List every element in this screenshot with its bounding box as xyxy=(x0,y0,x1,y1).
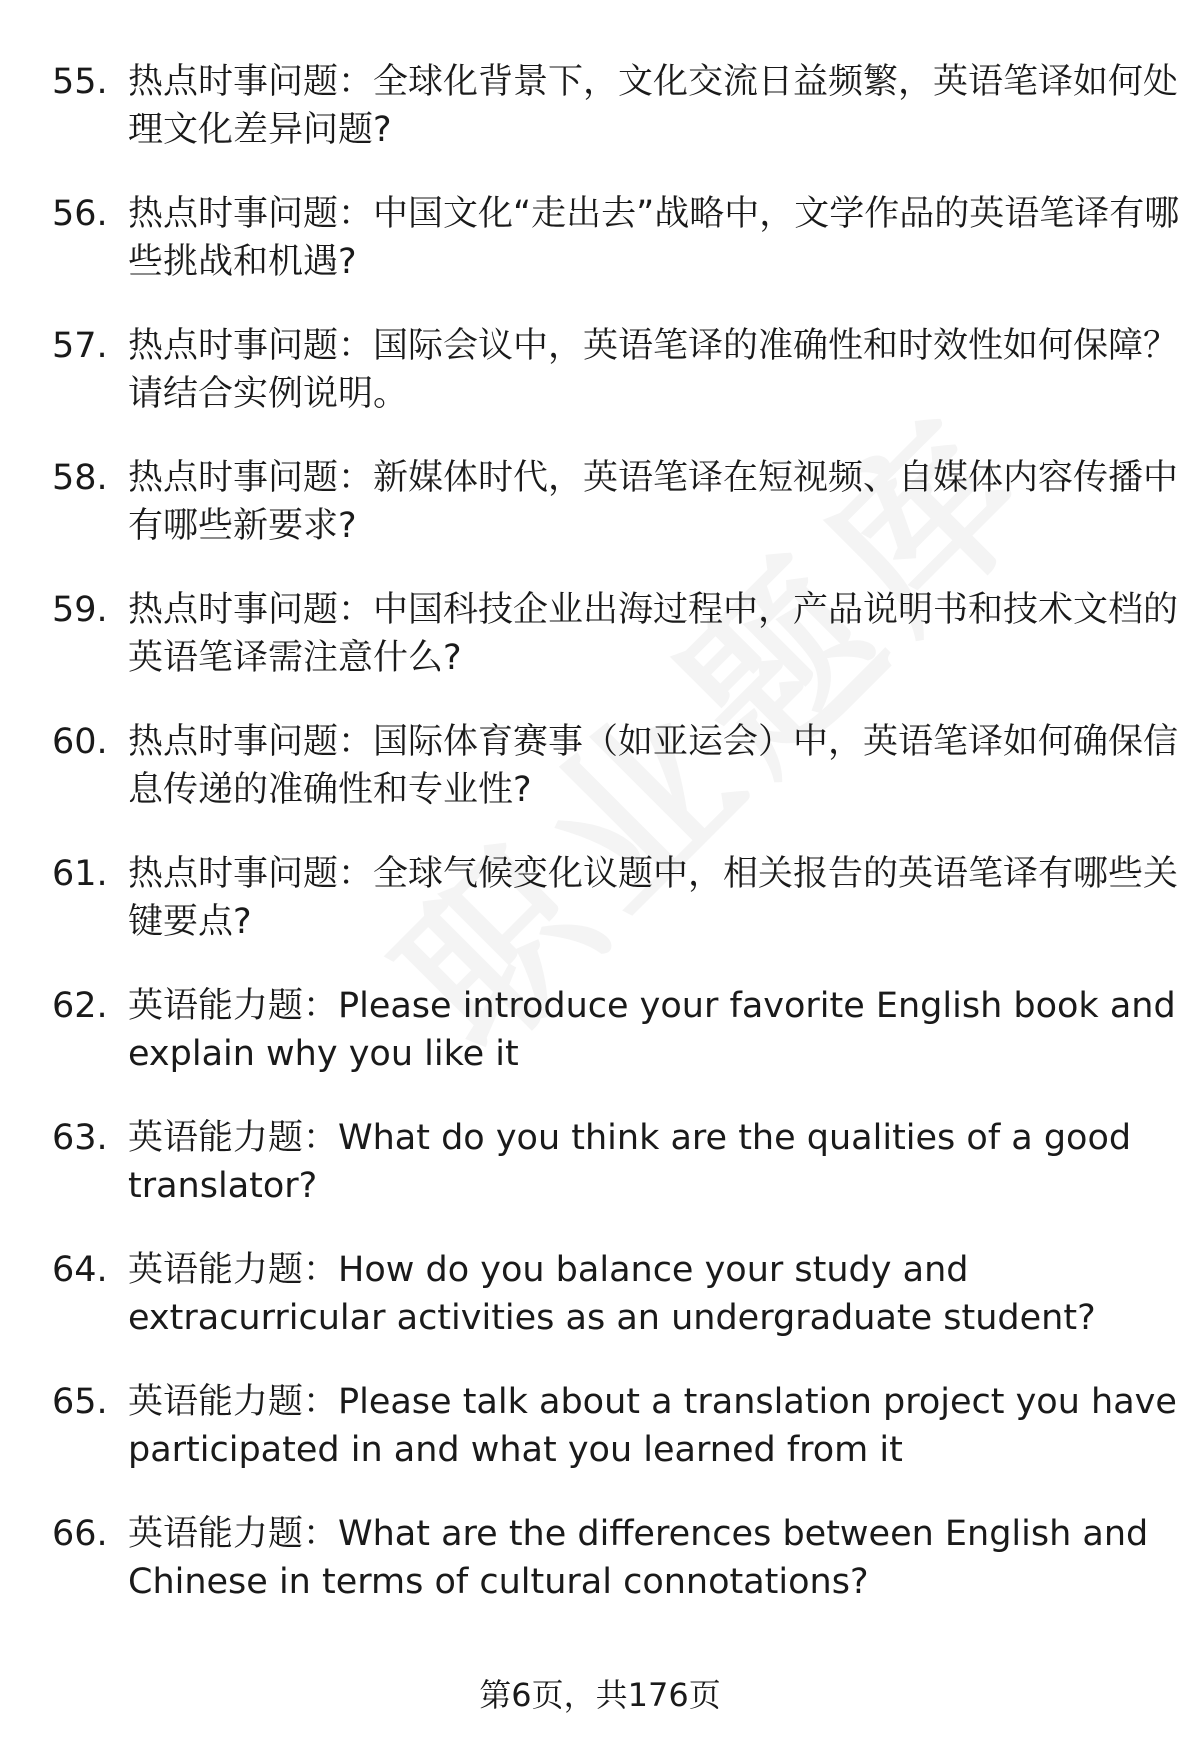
question-number: 66. xyxy=(52,1514,108,1554)
question-text: 英语能力题：Please talk about a translation project you have participated in and what you learned from it xyxy=(128,1382,1177,1470)
question-number: 62. xyxy=(52,986,108,1026)
question-text: 热点时事问题：国际会议中，英语笔译的准确性和时效性如何保障？请结合实例说明。 xyxy=(128,326,1179,414)
question-item xyxy=(52,1114,1142,1246)
question-text: 热点时事问题：国际体育赛事（如亚运会）中，英语笔译如何确保信息传递的准确性和专业性? xyxy=(128,722,1179,810)
question-number: 60. xyxy=(52,722,108,762)
question-number: 56. xyxy=(52,194,108,234)
question-text: 热点时事问题：全球气候变化议题中，相关报告的英语笔译有哪些关键要点? xyxy=(128,854,1179,942)
question-number: 58. xyxy=(52,458,108,498)
question-number: 61. xyxy=(52,854,108,894)
question-list xyxy=(52,58,1180,1642)
question-item xyxy=(52,1510,1149,1642)
question-item xyxy=(52,1378,1177,1510)
page-footer: 第6页，共176页 xyxy=(479,1676,721,1714)
question-item xyxy=(52,454,1179,586)
question-item xyxy=(52,190,1180,322)
question-number: 63. xyxy=(52,1118,108,1158)
question-item xyxy=(52,58,1179,190)
question-number: 64. xyxy=(52,1250,108,1290)
question-text: 热点时事问题：中国科技企业出海过程中，产品说明书和技术文档的英语笔译需注意什么? xyxy=(128,590,1179,678)
question-item xyxy=(52,982,1176,1114)
question-text: 英语能力题：How do you balance your study and extracurricular activities as an undergraduate student? xyxy=(128,1250,1096,1338)
question-item xyxy=(52,1246,1142,1378)
question-text: 热点时事问题：中国文化“走出去”战略中，文学作品的英语笔译有哪些挑战和机遇? xyxy=(128,194,1180,282)
question-item xyxy=(52,586,1179,718)
question-number: 59. xyxy=(52,590,108,630)
question-item xyxy=(52,718,1179,850)
question-text: 英语能力题：Please introduce your favorite English book and explain why you like it xyxy=(128,986,1176,1074)
question-item xyxy=(52,322,1179,454)
question-text: 热点时事问题：新媒体时代，英语笔译在短视频、自媒体内容传播中有哪些新要求? xyxy=(128,458,1179,546)
question-item xyxy=(52,850,1179,982)
question-text: 英语能力题：What are the differences between English and Chinese in terms of cultural connotations? xyxy=(128,1514,1149,1602)
question-number: 57. xyxy=(52,326,108,366)
question-text: 热点时事问题：全球化背景下，文化交流日益频繁，英语笔译如何处理文化差异问题? xyxy=(128,62,1179,150)
question-text: 英语能力题：What do you think are the qualities of a good translator? xyxy=(128,1118,1132,1206)
question-number: 55. xyxy=(52,62,108,102)
question-number: 65. xyxy=(52,1382,108,1422)
